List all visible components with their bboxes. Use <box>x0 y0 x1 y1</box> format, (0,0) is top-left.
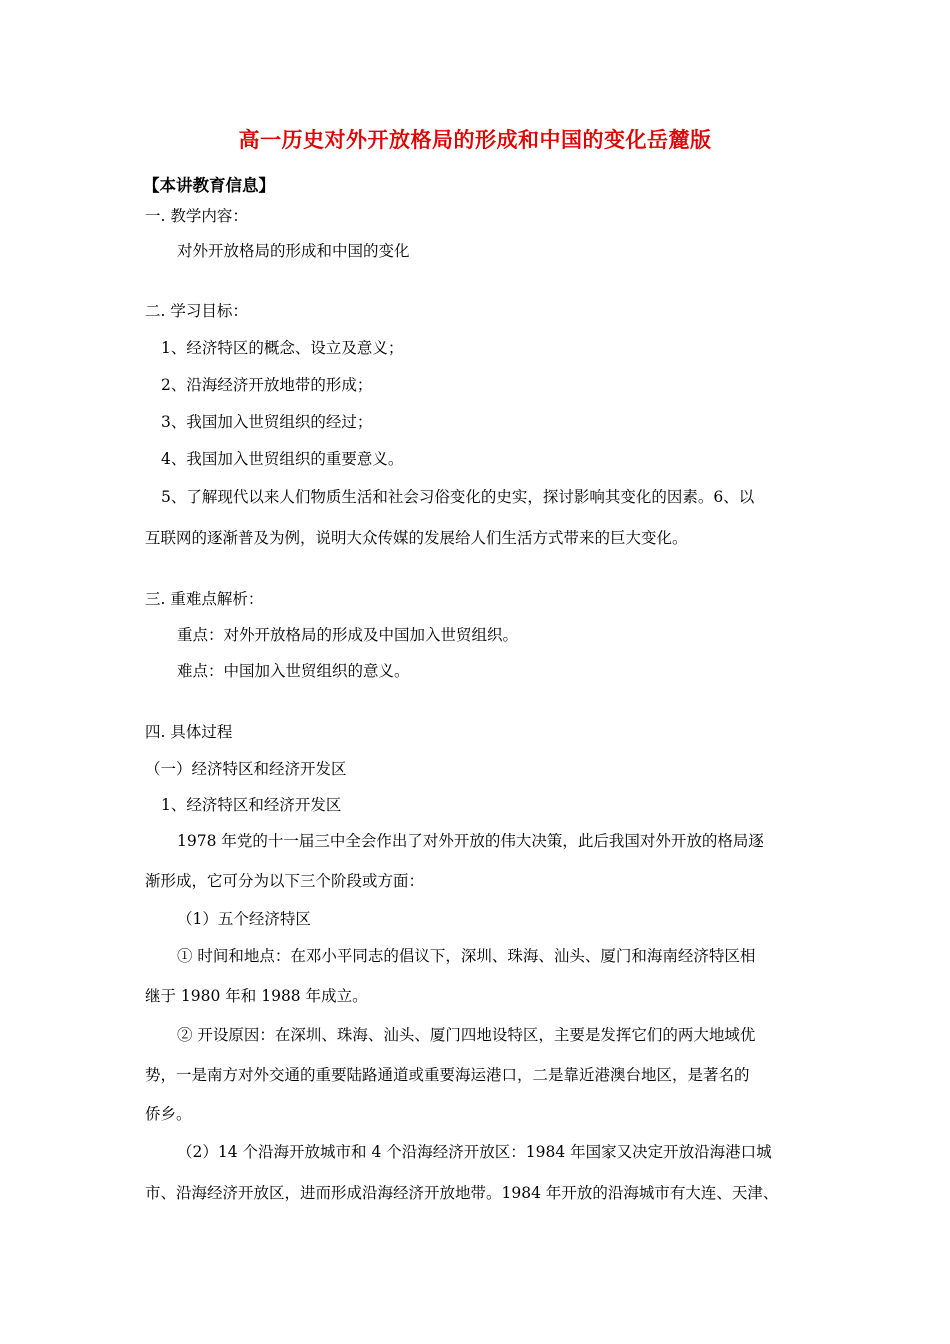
paragraph-4-line2: 势，一是南方对外交通的重要陆路通道或重要海运港口，二是靠近港澳台地区，是著名的 <box>145 1066 750 1084</box>
objective-item-1: 1、经济特区的概念、设立及意义； <box>161 339 404 357</box>
paragraph-3-line1: ① 时间和地点：在邓小平同志的倡议下，深圳、珠海、汕头、厦门和海南经济特区相 <box>177 947 756 965</box>
difficult-point: 难点：中国加入世贸组织的意义。 <box>177 662 410 680</box>
paragraph-2-heading: （1）五个经济特区 <box>177 910 311 928</box>
document-title: 高一历史对外开放格局的形成和中国的变化岳麓版 <box>238 127 712 152</box>
key-point: 重点：对外开放格局的形成及中国加入世贸组织。 <box>177 626 519 644</box>
section-2-heading: 二. 学习目标： <box>145 302 248 320</box>
section-3-heading: 三. 重难点解析： <box>145 590 264 608</box>
paragraph-4-line1: ② 开设原因：在深圳、珠海、汕头、厦门四地设特区，主要是发挥它们的两大地域优 <box>177 1026 756 1044</box>
paragraph-5-line1: （2）14 个沿海开放城市和 4 个沿海经济开放区：1984 年国家又决定开放沿海港口城 <box>177 1143 772 1161</box>
objective-item-3: 3、我国加入世贸组织的经过； <box>161 413 373 431</box>
paragraph-1-line1: 1978 年党的十一届三中全会作出了对外开放的伟大决策，此后我国对外开放的格局逐 <box>177 832 764 850</box>
objective-item-5-line1: 5、了解现代以来人们物质生活和社会习俗变化的史实，探讨影响其变化的因素。6、以 <box>161 488 755 506</box>
paragraph-4-line3: 侨乡。 <box>145 1105 192 1123</box>
subsection-1-heading: （一）经济特区和经济开发区 <box>145 760 347 778</box>
section-4-heading: 四. 具体过程 <box>145 723 233 741</box>
section-1-heading: 一. 教学内容： <box>145 207 248 225</box>
objective-item-5-line2: 互联网的逐渐普及为例，说明大众传媒的发展给人们生活方式带来的巨大变化。 <box>145 529 688 547</box>
info-heading: 【本讲教育信息】 <box>143 176 275 195</box>
paragraph-1-line2: 渐形成，它可分为以下三个阶段或方面： <box>145 872 425 890</box>
subsection-1-1-heading: 1、经济特区和经济开发区 <box>161 796 342 814</box>
paragraph-5-line2: 市、沿海经济开放区，进而形成沿海经济开放地带。1984 年开放的沿海城市有大连、天津、 <box>145 1184 779 1202</box>
objective-item-2: 2、沿海经济开放地带的形成； <box>161 376 373 394</box>
section-1-content: 对外开放格局的形成和中国的变化 <box>177 242 410 260</box>
objective-item-4: 4、我国加入世贸组织的重要意义。 <box>161 450 404 468</box>
paragraph-3-line2: 继于 1980 年和 1988 年成立。 <box>145 987 368 1005</box>
